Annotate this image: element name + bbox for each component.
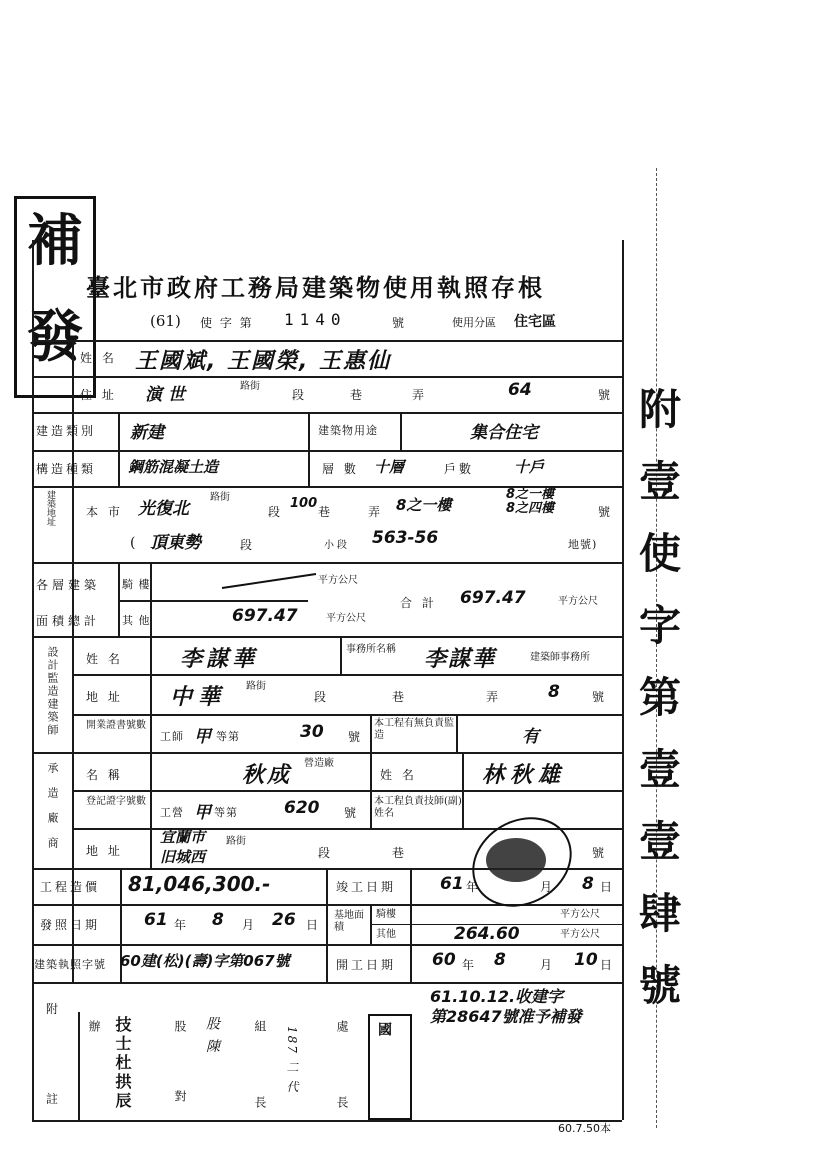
area-total-value: 697.47 [460,588,526,608]
owner-addr-section: 段 [292,388,308,402]
architect-addr-label: 地 址 [86,690,123,704]
owner-addr-no: 64 [508,380,532,400]
col-rule-l [462,752,464,828]
rule-2 [32,376,622,378]
location-lane-suffix: 巷 [318,505,334,519]
base-row1-label: 騎樓 [376,909,396,920]
architect-license-hao: 號 [348,730,364,744]
location-lane: 100 [290,496,318,511]
contractor-addr-city: 宜蘭市 [160,828,206,846]
contractor-addr-road: 旧城西 [160,848,206,866]
architect-license-no: 30 [300,722,324,742]
side-char-0: 附 [638,385,681,434]
contractor-name-suffix: 營造廠 [304,758,334,769]
units-label: 戶數 [444,462,475,476]
contractor-addr-label: 地 址 [86,844,123,858]
building-type-label: 建造類別 [36,424,97,438]
location-block-prefix: ( [130,535,139,551]
base-area-label: 基地面積 [334,910,364,933]
contractor-tech-label: 本工程負責技師(副)姓名 [374,796,462,819]
location-block-duan: 段 [240,538,256,552]
building-permit-value: 60建(松)(壽)字第067號 [120,952,290,970]
floors-value: 十層 [374,458,405,476]
location-alley-no: 8之一樓 [396,496,452,514]
architect-supervise-value: 有 [522,727,539,747]
base-row1-unit: 平方公尺 [560,909,600,920]
architect-office-suffix: 建築師事務所 [530,652,590,663]
sig-name-col: 技士杜拱辰 [113,1016,132,1111]
architect-addr-lane: 巷 [392,690,408,704]
stamp-char-2: 發 [27,304,83,370]
architect-license-grade-prefix: 工師 [160,730,184,743]
architect-office: 李謀華 [424,647,497,672]
permit-word: 使 字 第 [200,316,254,330]
col-rule-e [118,562,120,636]
structure-kind-value: 鋼筋混凝土造 [128,458,219,476]
notes-label-top: 附 [46,1002,62,1016]
contractor-reg-label: 登記證字號數 [86,796,146,807]
notes-label-bottom: 註 [46,1092,62,1106]
col-rule-j [456,714,458,752]
col-rule-g [150,636,152,868]
page-title: 臺北市政府工務局建築物使用執照存根 [86,273,545,302]
location-side-label: 建築地址 [45,490,55,526]
complete-day: 8 [582,874,594,894]
col-rule-i [370,714,372,752]
start-date-label: 開工日期 [336,958,397,972]
sig-col-zu: 組 [253,1020,267,1034]
contractor-reg-prefix: 工營 [160,806,184,819]
complete-day-suffix: 日 [600,880,616,894]
col-rule-h [340,636,342,676]
signature-area [78,1012,418,1120]
base-row2-label: 其他 [376,929,396,940]
start-y: 年 [462,958,478,972]
building-use-label: 建築物用途 [318,424,378,437]
floors-label: 層 數 [322,462,359,476]
location-section: 段 [268,505,284,519]
owner-addr-hao: 號 [598,388,614,402]
area-total-label: 合 計 [400,596,437,610]
col-rule-o [410,868,412,982]
side-char-8: 號 [638,961,681,1010]
zone-label: 使用分區 [452,316,496,329]
contractor-addr-section: 段 [318,846,334,860]
contractor-addr-hao: 號 [592,846,608,860]
owner-addr-lane: 巷 [350,388,366,402]
location-no-values: 8之一樓 8之四樓 [506,487,555,516]
stamp-char-1: 補 [27,208,83,274]
architect-license-word: 等第 [216,730,240,743]
building-use-value: 集合住宅 [470,423,538,443]
notes-line-2: 第28647號准予補發 [430,1007,582,1026]
col-rule-k [370,752,372,828]
col-rule-n [326,868,328,982]
location-lot: 563-56 [372,528,439,548]
contractor-addr-lane: 巷 [392,846,408,860]
side-char-5: 壹 [638,745,681,794]
footer-print-run: 60.7.50本 [558,1122,611,1135]
area-row1-label: 騎 樓 [122,578,151,591]
complete-year: 61 [440,874,464,894]
area-row1-unit: 平方公尺 [318,575,358,586]
permit-suffix: 號 [392,316,405,330]
sig-mark-0: 辦 [87,1020,101,1034]
side-char-6: 壹 [638,817,681,866]
architect-addr-alley: 弄 [486,690,502,704]
rule-4 [32,450,622,452]
rule-3 [32,412,622,414]
sig-mark-2: 股 陳 [204,1016,220,1055]
notes-line-1: 61.10.12.收建字 [430,987,564,1006]
owner-addr-street: 演 世 [145,385,185,405]
rule-12 [72,790,622,792]
start-year: 60 [432,950,456,970]
architect-section-label: 設計監造建築師 [46,646,59,737]
issue-month: 8 [212,910,224,930]
location-block-sub: 小段 [324,540,350,551]
architect-name: 李謀華 [180,647,259,672]
architect-supervise-label: 本工程有無負責監造 [374,718,454,741]
base-row2-unit: 平方公尺 [560,929,600,940]
contractor-reg-grade: 甲 [194,803,211,823]
rule-7 [118,600,308,602]
architect-license-label: 開業證書號數 [86,720,146,731]
start-d: 日 [600,958,616,972]
sig-mark-4: 國 [376,1022,392,1038]
architect-office-label: 事務所名稱 [346,644,396,655]
side-char-7: 肆 [638,889,681,938]
permit-prefix: (61) [150,312,181,330]
adjacent-page-text [630,385,690,1033]
issue-day: 26 [272,910,296,930]
rule-6 [32,562,622,564]
building-permit-label: 建築執照字號 [34,958,106,971]
contractor-person-label: 姓 名 [380,768,417,782]
reissue-stamp [14,196,96,398]
location-road: 光復北 [138,499,189,519]
rule-18 [32,1120,622,1122]
complete-date-label: 竣工日期 [336,880,397,894]
zone-value: 住宅區 [514,314,556,330]
contractor-reg-hao: 號 [344,806,360,820]
location-alley: 弄 [368,505,384,519]
col-rule-c [308,412,310,486]
architect-addr-no: 8 [548,682,560,702]
col-rule-d [400,412,402,450]
start-m: 月 [540,958,556,972]
contractor-reg-no: 620 [284,798,320,818]
cost-label: 工程造價 [40,880,101,894]
base-row2-value: 264.60 [454,924,520,944]
architect-addr-road: 路街 [246,681,266,692]
location-lot-suffix: 地號) [568,538,598,551]
sig-mark-3: 187 二 代 [285,1026,299,1095]
contractor-reg-word: 等第 [214,806,238,819]
sig-col-zhang: 長 [253,1096,267,1110]
form-right-border [622,240,624,1120]
permit-number: 1140 [284,310,347,329]
architect-license-grade: 甲 [194,727,211,747]
area-row2-value: 697.47 [232,606,298,626]
side-char-4: 第 [638,673,681,722]
location-road-suffix: 路街 [210,492,230,503]
owner-name-label: 姓 名 [80,351,117,365]
start-month: 8 [494,950,506,970]
area-total-unit: 平方公尺 [558,596,598,607]
sig-mark-1: 對 [173,1090,187,1104]
contractor-name-label: 名 稱 [86,768,123,782]
rule-10 [72,714,622,716]
area-label-1: 各層建築 [36,578,101,592]
issue-y: 年 [174,918,190,932]
owner-addr-road: 路街 [240,381,260,392]
sig-col-chu-zhang: 長 [335,1096,349,1110]
architect-addr-section: 段 [314,690,330,704]
start-day: 10 [574,950,598,970]
sig-col-gu: 股 [173,1020,187,1034]
rule-9 [72,674,622,676]
issue-m: 月 [242,918,258,932]
building-type-value: 新建 [130,423,164,443]
form-left-border [32,240,34,1120]
complete-year-suffix: 年 [466,880,482,894]
contractor-section-label: 承造廠商 [46,762,59,862]
complete-month-suffix: 月 [540,880,556,894]
architect-addr: 中華 [170,685,227,710]
contractor-name: 秋成 [242,763,293,788]
location-block-name: 頂東勢 [150,533,201,553]
rule-8 [32,636,622,638]
contractor-addr-road-suffix: 路街 [226,836,246,847]
cost-value: 81,046,300.- [128,872,271,896]
col-rule-b [118,412,120,486]
area-row1-strike [220,570,320,590]
issue-date-label: 發照日期 [40,918,101,932]
location-city: 本 市 [86,505,123,519]
issue-year: 61 [144,910,168,930]
sig-col-chu: 處 [335,1020,349,1034]
side-char-2: 使 [638,529,681,578]
owner-addr-alley: 弄 [412,388,428,402]
architect-name-label: 姓 名 [86,652,123,666]
rule-1 [32,340,622,342]
area-row2-label: 其 他 [122,614,151,627]
rule-11 [32,752,622,754]
owner-addr-label: 住 址 [80,388,117,402]
owner-names: 王國斌, 王國榮, 王惠仙 [135,349,392,374]
issue-d: 日 [306,918,322,932]
contractor-person: 林秋雄 [482,763,567,788]
units-value: 十戶 [514,458,545,476]
location-hao: 號 [598,505,614,519]
area-row2-unit: 平方公尺 [326,613,366,624]
side-char-1: 壹 [638,457,681,506]
side-char-3: 字 [638,601,681,650]
structure-kind-label: 構造種類 [36,462,97,476]
architect-addr-hao: 號 [592,690,608,704]
area-label-2: 面積總計 [36,614,101,628]
